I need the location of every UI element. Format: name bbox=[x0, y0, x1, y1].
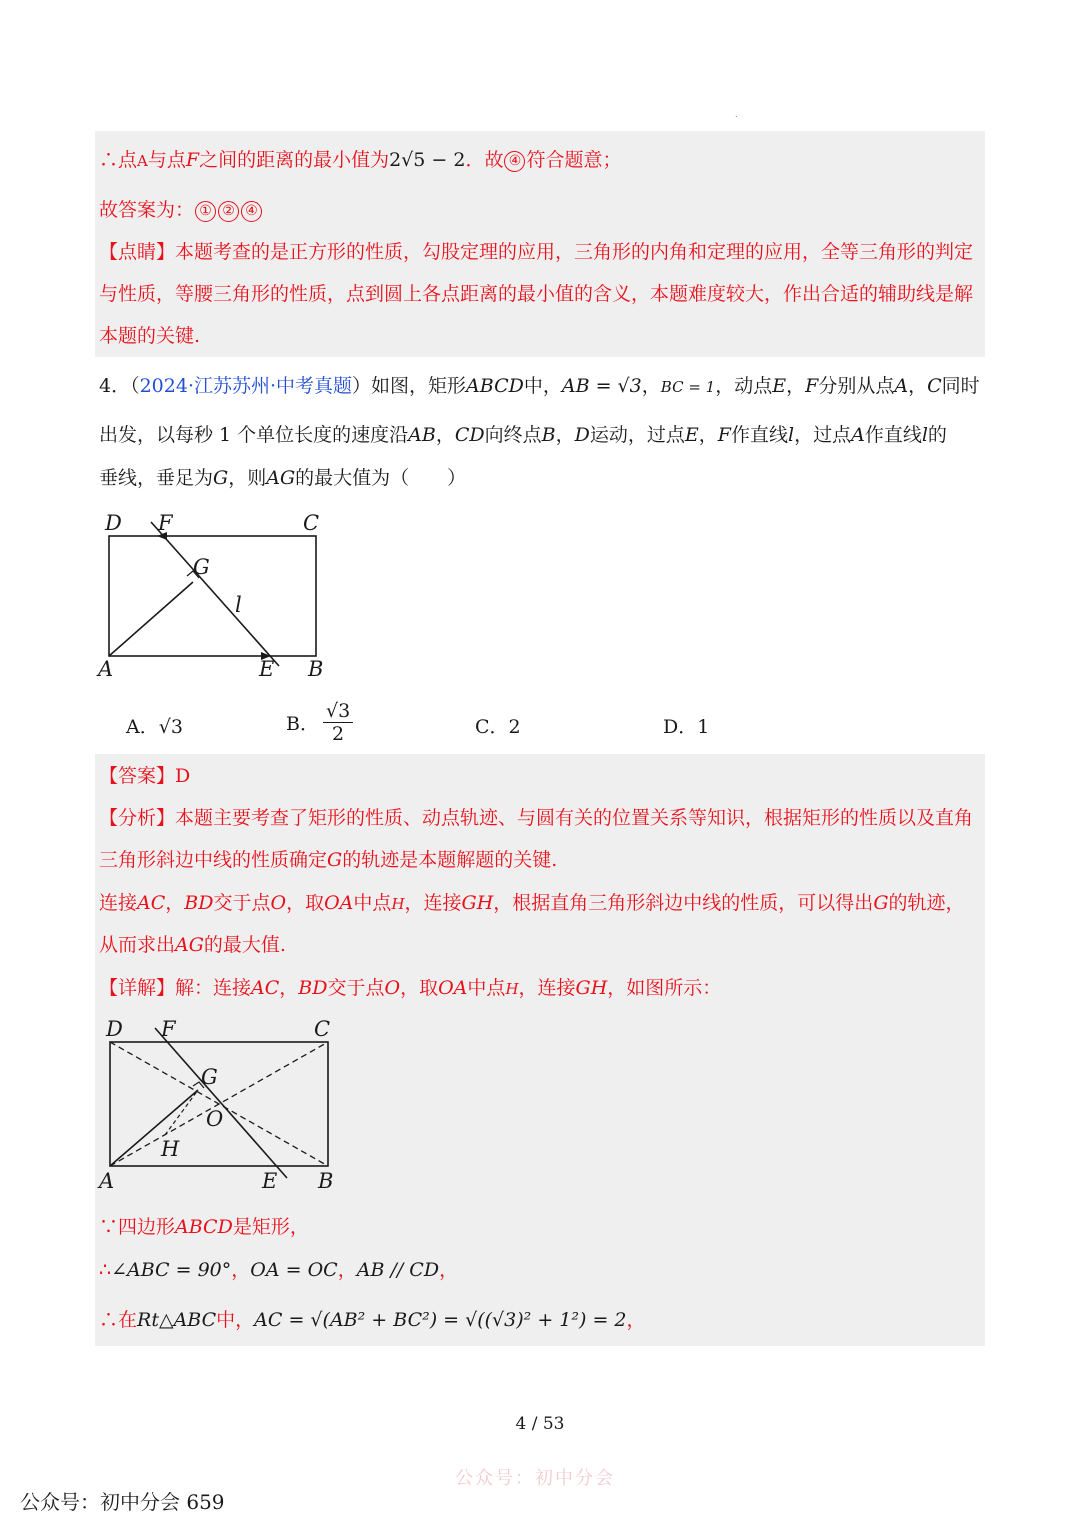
comment-line-2: 与性质，等腰三角形的性质，点到圆上各点距离的最小值的含义，本题难度较大，作出合适的辅助线是解 bbox=[99, 283, 974, 305]
label-A: A bbox=[99, 1169, 115, 1193]
analysis-line-2: 三角形斜边中线的性质确定G的轨迹是本题解题的关键. bbox=[99, 849, 558, 871]
label-G: G bbox=[201, 1065, 218, 1089]
question-line-1: 4．（2024·江苏苏州·中考真题）如图，矩形ABCD中，AB = √3，BC = 1，动点E，F分别从点A，C同时 bbox=[99, 375, 980, 397]
rectangle-figure-1 bbox=[95, 508, 335, 683]
step-line-1: ∵四边形ABCD是矩形， bbox=[99, 1216, 309, 1238]
label-C: C bbox=[303, 511, 320, 535]
analysis-line-4: 从而求出AG的最大值. bbox=[99, 934, 286, 956]
comment-line-3: 本题的关键. bbox=[99, 325, 201, 347]
question-source: 2024·江苏苏州·中考真题 bbox=[139, 375, 353, 397]
account-label: 公众号：初中分会 659 bbox=[20, 1490, 225, 1514]
label-C: C bbox=[314, 1017, 331, 1041]
page-number: 4 / 53 bbox=[515, 1414, 565, 1434]
label-D: D bbox=[106, 1017, 123, 1041]
label-E: E bbox=[262, 1169, 278, 1193]
question-line-2: 出发，以每秒 1 个单位长度的速度沿AB，CD向终点B，D运动，过点E，F作直线l，过点A作直线l的 bbox=[99, 424, 947, 446]
option-a: A．√3 bbox=[126, 716, 183, 738]
rectangle-figure-2 bbox=[95, 1014, 345, 1194]
answer-line: 【答案】D bbox=[99, 765, 191, 787]
step-line-2: ∴∠ABC = 90°，OA = OC，AB // CD， bbox=[99, 1259, 459, 1281]
page-marker-dot: . bbox=[735, 110, 738, 119]
option-d: D．1 bbox=[663, 716, 710, 738]
label-D: D bbox=[105, 511, 122, 535]
label-l: l bbox=[235, 593, 242, 617]
analysis-line-1: 【分析】本题主要考查了矩形的性质、动点轨迹、与圆有关的位置关系等知识，根据矩形的性质以及直角 bbox=[99, 807, 974, 829]
option-c: C．2 bbox=[475, 716, 521, 738]
previous-answer-line: 故答案为： ① ② ④ bbox=[99, 196, 263, 224]
previous-solution-line-1: ∴点A与点F之间的距离的最小值为2√5 − 2．故 ④ 符合题意； bbox=[99, 149, 622, 171]
label-H: H bbox=[161, 1137, 180, 1161]
option-b: B． $\frac{√3}{2}$ bbox=[286, 700, 357, 745]
label-F: F bbox=[158, 511, 173, 535]
detail-line-1: 【详解】解：连接AC，BD交于点O，取OA中点H，连接GH，如图所示： bbox=[99, 977, 722, 999]
label-B: B bbox=[308, 657, 324, 681]
watermark: 公众号：初中分会 bbox=[455, 1468, 615, 1489]
label-B: B bbox=[318, 1169, 334, 1193]
label-O: O bbox=[206, 1107, 224, 1131]
label-E: E bbox=[259, 657, 275, 681]
step-line-3: ∴在Rt△ABC中，AC = √(AB² + BC²) = √((√3)² + 1²) = 2， bbox=[99, 1309, 646, 1331]
label-A: A bbox=[98, 657, 114, 681]
comment-line-1: 【点睛】本题考查的是正方形的性质，勾股定理的应用，三角形的内角和定理的应用，全等三角形的判定 bbox=[99, 241, 974, 263]
label-G: G bbox=[193, 555, 210, 579]
analysis-line-3: 连接AC，BD交于点O，取OA中点H，连接GH，根据直角三角形斜边中线的性质，可以得出G的轨迹， bbox=[99, 892, 965, 914]
question-line-3: 垂线，垂足为G，则AG的最大值为（ ） bbox=[99, 467, 467, 489]
label-F: F bbox=[161, 1017, 176, 1041]
